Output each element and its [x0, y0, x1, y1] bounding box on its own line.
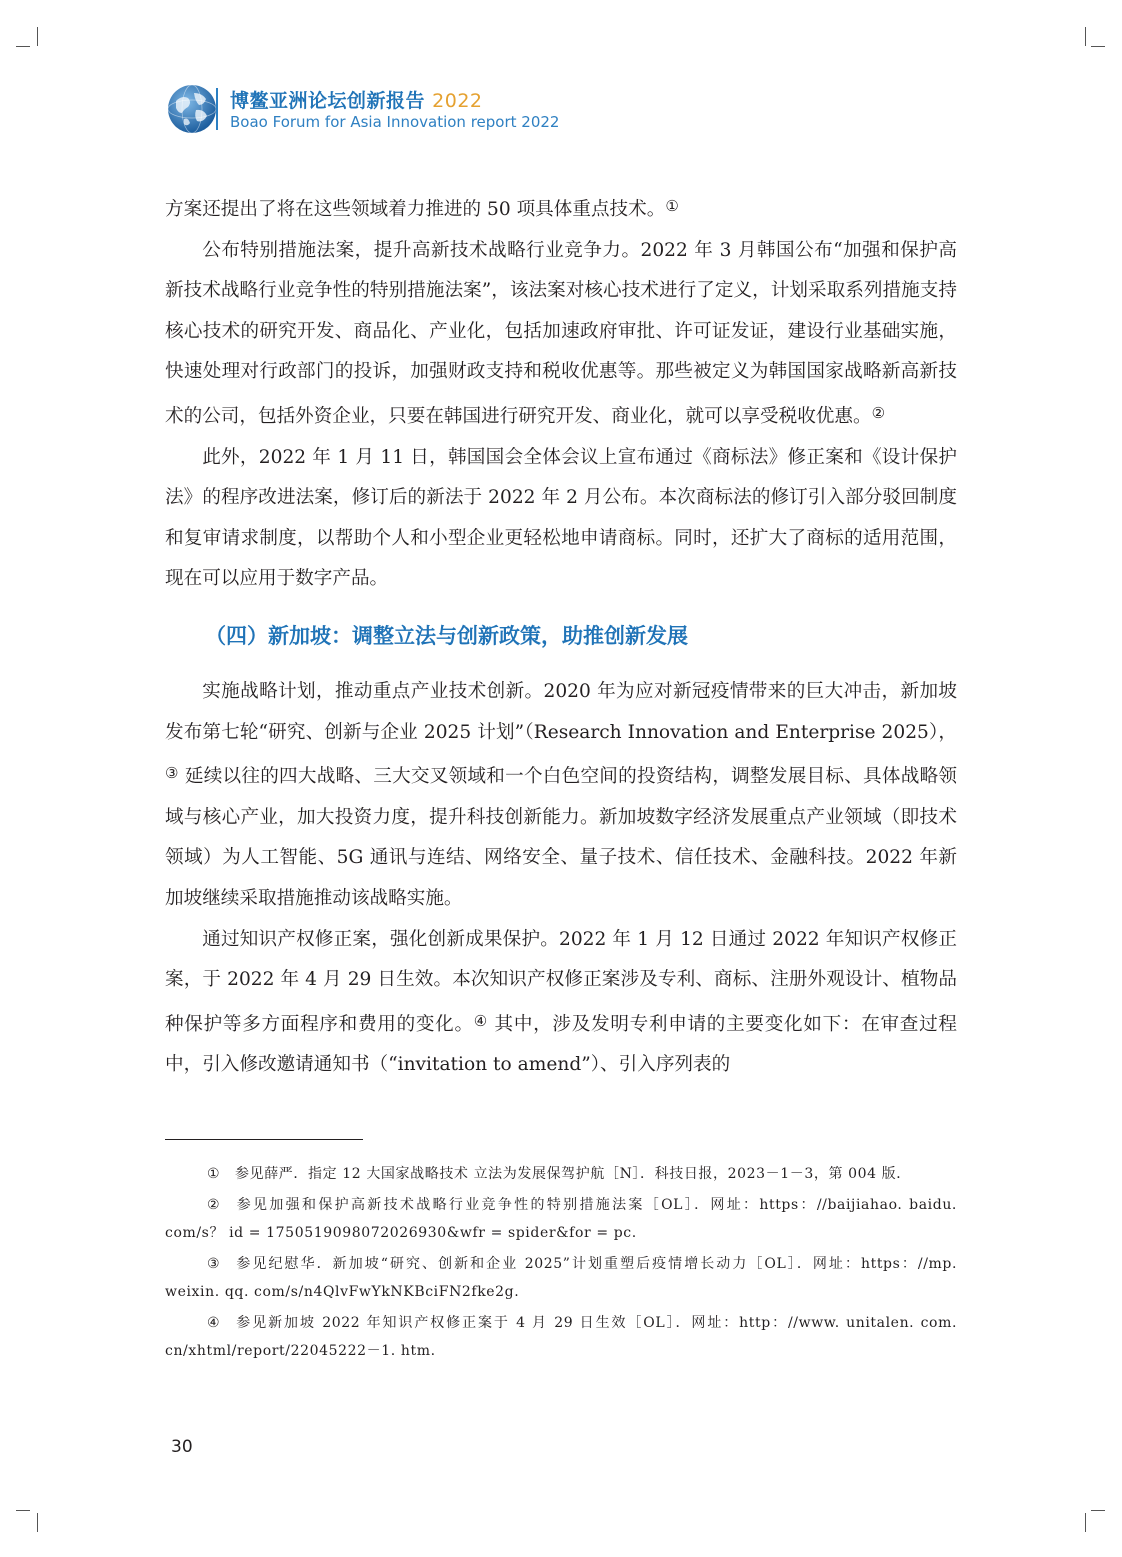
footnotes [165, 1160, 957, 1368]
footnote-marker: ③ [165, 764, 179, 783]
footnote-marker: ② [871, 403, 886, 422]
section-heading: （四）新加坡：调整立法与创新政策，助推创新发展 [205, 623, 688, 648]
report-title: 博鳌亚洲论坛创新报告 2022 [230, 90, 483, 112]
main-content [165, 186, 957, 1086]
paragraph: 实施战略计划，推动重点产业技术创新。2020 年为应对新冠疫情带来的巨大冲击，新加坡发布第七轮“研究、创新与企业 2025 计划”（Research Innovation and Enterprise 2025），③ 延续以往的四大战略、三大交叉领域和一个白色空间的投资结构，调整发展目标、具体战略领域与核心产业，加大投资力度，提升科技创新能力。新加坡数字经济发展重点产业领域（即技术领域）为人工智能、5G 通讯与连结、网络安全、量子技术、信任技术、金融科技。2022 年新加坡继续采取措施推动该战略实施。 [165, 680, 957, 909]
crop-mark [1091, 1510, 1105, 1511]
paragraph: 公布特别措施法案，提升高新技术战略行业竞争力。2022 年 3 月韩国公布“加强和保护高新技术战略行业竞争性的特别措施法案”，该法案对核心技术进行了定义，计划采取系列措施支持核心技术的研究开发、商品化、产业化，包括加速政府审批、许可证发证，建设行业基础实施，快速处理对行政部门的投诉，加强财政支持和税收优惠等。那些被定义为韩国国家战略新高新技术的公司，包括外资企业，只要在韩国进行研究开发、商业化，就可以享受税收优惠。② [165, 239, 957, 427]
crop-mark [1085, 1513, 1086, 1532]
paragraph: 通过知识产权修正案，强化创新成果保护。2022 年 1 月 12 日通过 2022 年知识产权修正案，于 2022 年 4 月 29 日生效。本次知识产权修正案涉及专利、商标、注册外观设计、植物品种保护等多方面程序和费用的变化。④ 其中，涉及发明专利申请的主要变化如下：在审查过程中，引入修改邀请通知书（“invitation to amend”）、引入序列表的 [165, 928, 957, 1076]
footnote: ② 参见加强和保护高新技术战略行业竞争性的特别措施法案［OL］．网址：https：//baijiahao. baidu. com/s？ id = 1750519098072026930&wfr = spider&for = pc. [165, 1197, 957, 1241]
crop-mark [1085, 27, 1086, 46]
footnote: ④ 参见新加坡 2022 年知识产权修正案于 4 月 29 日生效［OL］．网址：http：//www. unitalen. com. cn/xhtml/report/22045222－1. htm. [165, 1315, 957, 1359]
header-divider [216, 88, 218, 130]
crop-mark [16, 1510, 30, 1511]
crop-mark [37, 1513, 38, 1532]
paragraph: 此外，2022 年 1 月 11 日，韩国国会全体会议上宣布通过《商标法》修正案和《设计保护法》的程序改进法案，修订后的新法于 2022 年 2 月公布。本次商标法的修订引入部分驳回制度和复审请求制度，以帮助个人和小型企业更轻松地申请商标。同时，还扩大了商标的适用范围，现在可以应用于数字产品。 [165, 446, 957, 590]
footnote-divider [165, 1139, 363, 1140]
footnote: ③ 参见纪慰华．新加坡“研究、创新和企业 2025”计划重塑后疫情增长动力［OL］．网址：https：//mp. weixin. qq. com/s/n4QlvFwYkNKBciFN2fke2g. [165, 1256, 957, 1300]
paragraph: 方案还提出了将在这些领域着力推进的 50 项具体重点技术。① [165, 197, 679, 220]
page-number: 30 [171, 1437, 193, 1457]
report-title-english: Boao Forum for Asia Innovation report 2022 [230, 113, 560, 131]
crop-mark [16, 46, 30, 47]
report-year: 2022 [432, 90, 483, 112]
crop-mark [1091, 46, 1105, 47]
footnote-marker: ① [665, 197, 679, 215]
footnote-marker: ④ [473, 1011, 488, 1030]
crop-mark [37, 27, 38, 46]
footnote: ① 参见薛严．指定 12 大国家战略技术 立法为发展保驾护航［N］．科技日报，2023－1－3，第 004 版． [207, 1166, 911, 1182]
globe-logo-icon [166, 83, 218, 135]
